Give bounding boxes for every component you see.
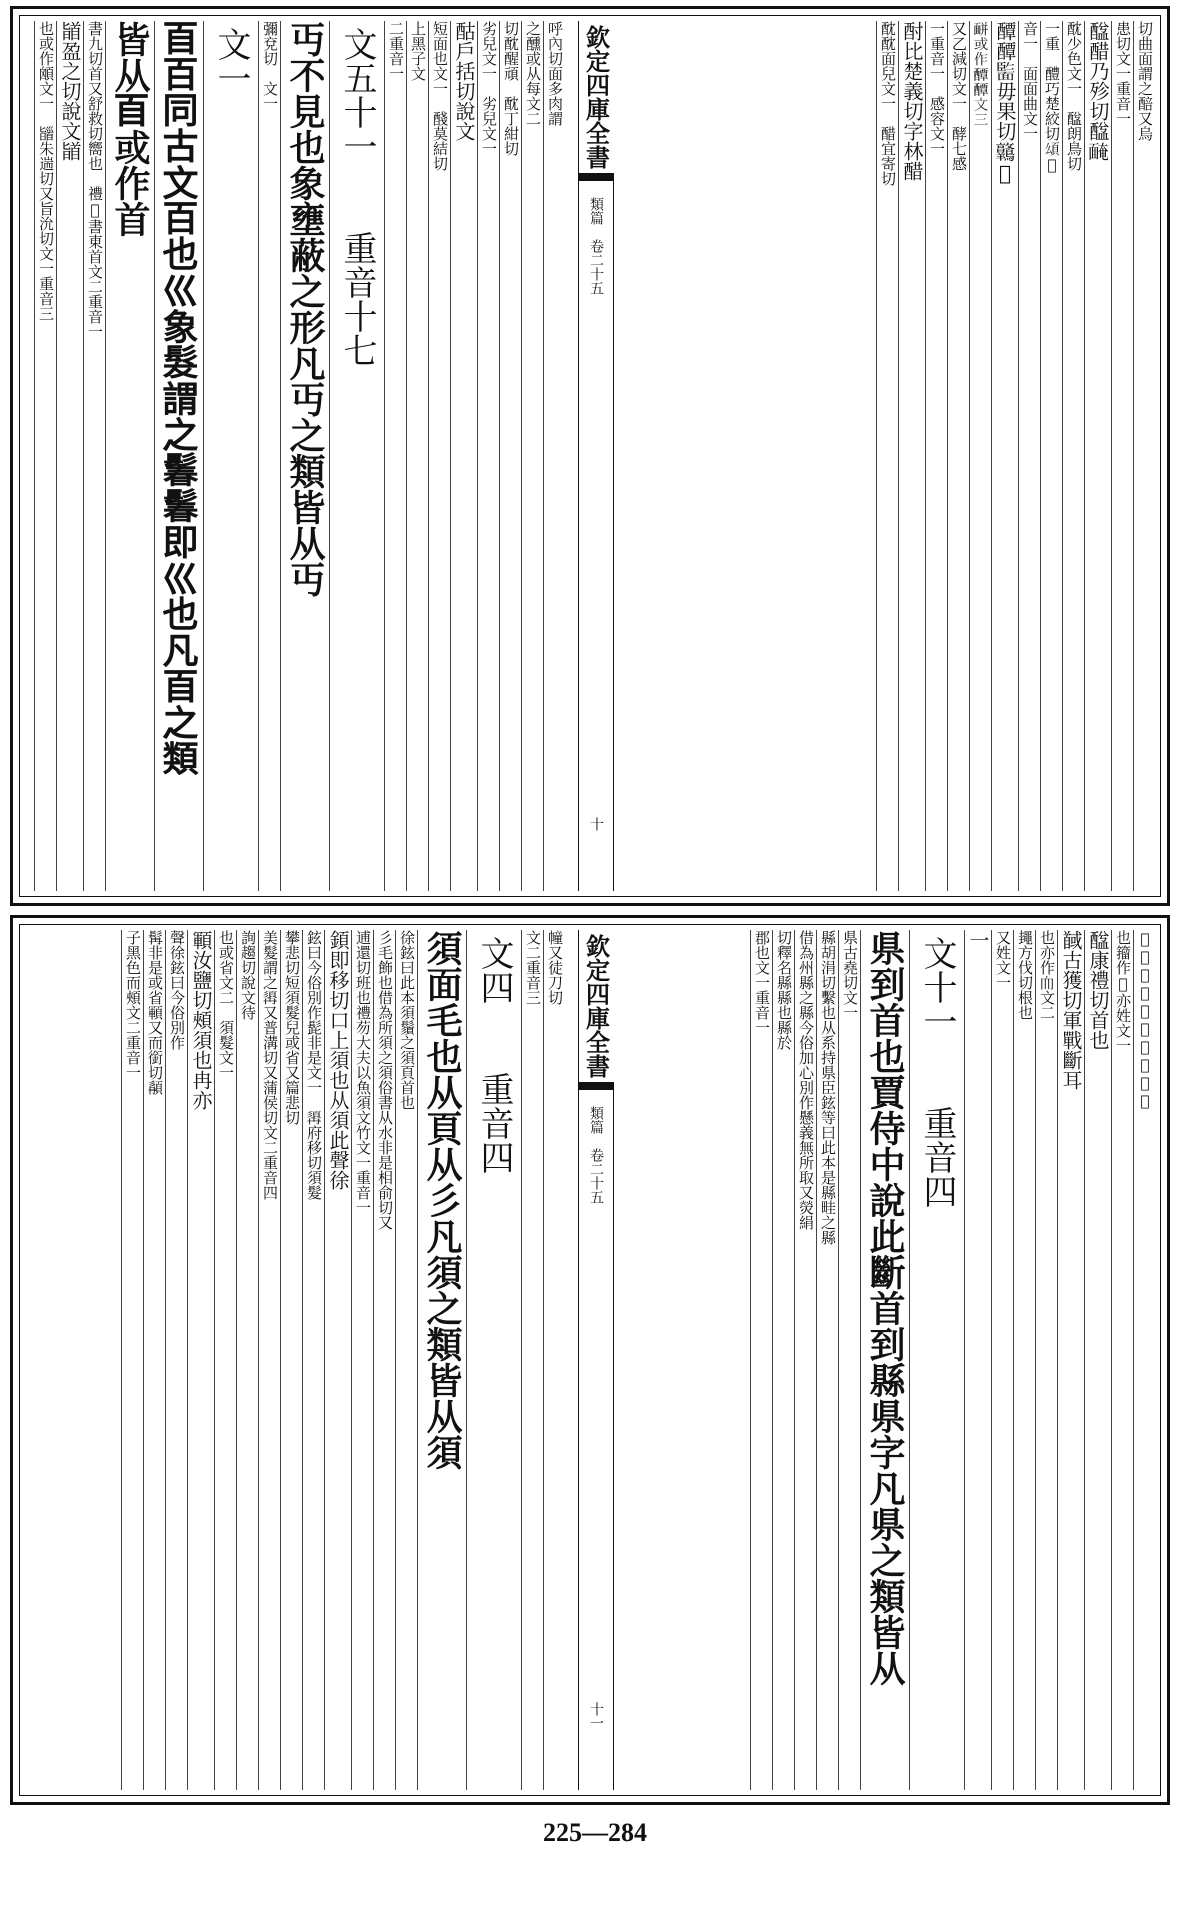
text-column-big: 𦣻百同古文百也巛象髮謂之鬊鬊即巛也凡𦣻之類: [154, 21, 203, 891]
text-column: 一重音一 感容文一: [925, 21, 947, 891]
text-column: 也亦作𦓐文二: [1035, 930, 1057, 1790]
text-column-count: 文一: [203, 21, 258, 891]
text-column-big: 丏不見也象壅蔽之形凡丏之類皆从丏: [280, 21, 329, 891]
text-column: 劣兒文一 劣兒文一: [477, 21, 499, 891]
text-column: 酖酖面兒文一 醋宜寄切: [876, 21, 898, 891]
text-column-small: 聲徐鉉曰今俗別作: [165, 930, 187, 1790]
text-column: 切曲面謂之醅又烏: [1133, 21, 1155, 891]
text-column: 上黑子文: [406, 21, 428, 891]
text-column: 文二重音三: [521, 930, 543, 1790]
text-column: 䤈醋乃殄切䤈𩈯: [1084, 21, 1111, 891]
text-column-small: 髯非是或省顐又而銜切䫇: [143, 930, 165, 1790]
text-column: 酤戶括切說文: [450, 21, 477, 891]
text-column-small: 也或省文二 須髮文一: [214, 930, 236, 1790]
text-column-small: 彌兗切 文一: [258, 21, 280, 891]
text-column: 𩈚或作醰醰文三: [969, 21, 991, 891]
top-page: [10, 6, 1170, 906]
text-column-small: 書九切首又舒救切嚮也 禮𥨂書東首文二重音一: [83, 21, 105, 891]
text-column-big: 須面毛也从頁从彡凡須之類皆从須: [417, 930, 466, 1790]
juan-label: 類篇 卷二十五: [588, 197, 604, 295]
text-column-small: 郡也文一重音一: [750, 930, 772, 1790]
text-column-small: 切釋名縣縣也縣於: [772, 930, 794, 1790]
text-column: 䤈康禮切首也: [1084, 930, 1111, 1790]
bottom-page: [10, 915, 1170, 1805]
text-column: 酖少色文一 䤈朗鳥切: [1062, 21, 1084, 891]
text-column: 一重 醴巧楚絞切𩑑𩉴: [1040, 21, 1062, 891]
text-column: 二重音一: [384, 21, 406, 891]
page-number: 225—284: [543, 1818, 647, 1847]
folio-number: 十: [588, 817, 604, 831]
text-column-normal: 䭫盈之切說文䭫: [56, 21, 83, 891]
book-title: 欽定四庫全書: [579, 930, 614, 1090]
text-column-small: 県古堯切文一: [838, 930, 860, 1790]
text-column: 短面也文一 醆莫結切: [428, 21, 450, 891]
text-column: 酎比楚義切字林醋: [898, 21, 925, 891]
text-column-normal: 顐汝鹽切頰須也冉亦: [187, 930, 214, 1790]
top-center-gutter: [578, 21, 614, 891]
text-column: 一: [964, 930, 991, 1790]
text-column-small: 詢趨切說文待: [236, 930, 258, 1790]
text-column: 醰醰𩈵毋果切𪈋𩈳: [991, 21, 1018, 891]
bottom-center-gutter: [578, 930, 614, 1790]
text-column: 也籀作𩡋亦姓文一: [1111, 930, 1133, 1790]
text-column-small: 鉉曰今俗別作髭非是文一 𩓾府移切須髮: [302, 930, 324, 1790]
text-column: 又乙減切文一 酵七感: [947, 21, 969, 891]
text-column-big: 県到首也賈侍中說此斷首到縣県字凡県之類皆从: [860, 930, 909, 1790]
text-column-count: 文四 重音四: [466, 930, 521, 1790]
text-column: 呼內切面多肉謂: [543, 21, 565, 891]
top-right-half: [615, 21, 1155, 891]
top-left-half: [25, 21, 565, 891]
text-column-count: 文五十一 重音十七: [329, 21, 384, 891]
text-column-big: 皆从𦣻或作首: [105, 21, 154, 891]
text-column-small: 借為州縣之縣今俗加心別作懸義無所取又熒絹: [794, 930, 816, 1790]
juan-label: 類篇 卷二十五: [588, 1106, 604, 1204]
text-column-small: 徐鉉曰此本須鬚之須頁首也: [395, 930, 417, 1790]
bottom-left-half: [25, 930, 565, 1790]
bottom-right-half: [615, 930, 1155, 1790]
text-column: 馘古獲切軍戰斷耳: [1057, 930, 1084, 1790]
text-column-small: 子黑色而頰文二重音一: [121, 930, 143, 1790]
text-column: 幢又徒刀切: [543, 930, 565, 1790]
text-column: 𩠠牛𠔁切說文眷目之間: [1133, 930, 1155, 1790]
text-column-small: 美髮謂之𩓾又普溝切又蒲侯切文二重音四: [258, 930, 280, 1790]
book-title: 欽定四庫全書: [579, 21, 614, 181]
text-column-count: 文十一 重音四: [909, 930, 964, 1790]
text-column: 音一 面面曲文一: [1018, 21, 1040, 891]
text-column: 䵷方伐切根也: [1013, 930, 1035, 1790]
text-column: 切酖醒頑 酖丁紺切: [499, 21, 521, 891]
text-column-small: 攀悲切短須髮兒或省又篇悲切: [280, 930, 302, 1790]
text-column: 又姓文一: [991, 930, 1013, 1790]
text-column-small: 也或作䪿文一 䭬朱遄切又旨沇切文一重音三: [34, 21, 56, 891]
text-column-small: 逋還切班也禮芴大夫以魚須文竹文一重音一: [351, 930, 373, 1790]
text-column-normal: 顉即移切口上須也从須此聲徐: [324, 930, 351, 1790]
text-column: 患切文一重音一: [1111, 21, 1133, 891]
text-column-small: 彡毛飾也借為所須之須俗書从水非是相俞切又: [373, 930, 395, 1790]
folio-number: 十一: [588, 1702, 604, 1730]
text-column-small: 縣胡涓切繫也从系持県臣鉉等曰此本是縣畦之縣: [816, 930, 838, 1790]
text-column: 之醺或从每文二: [521, 21, 543, 891]
